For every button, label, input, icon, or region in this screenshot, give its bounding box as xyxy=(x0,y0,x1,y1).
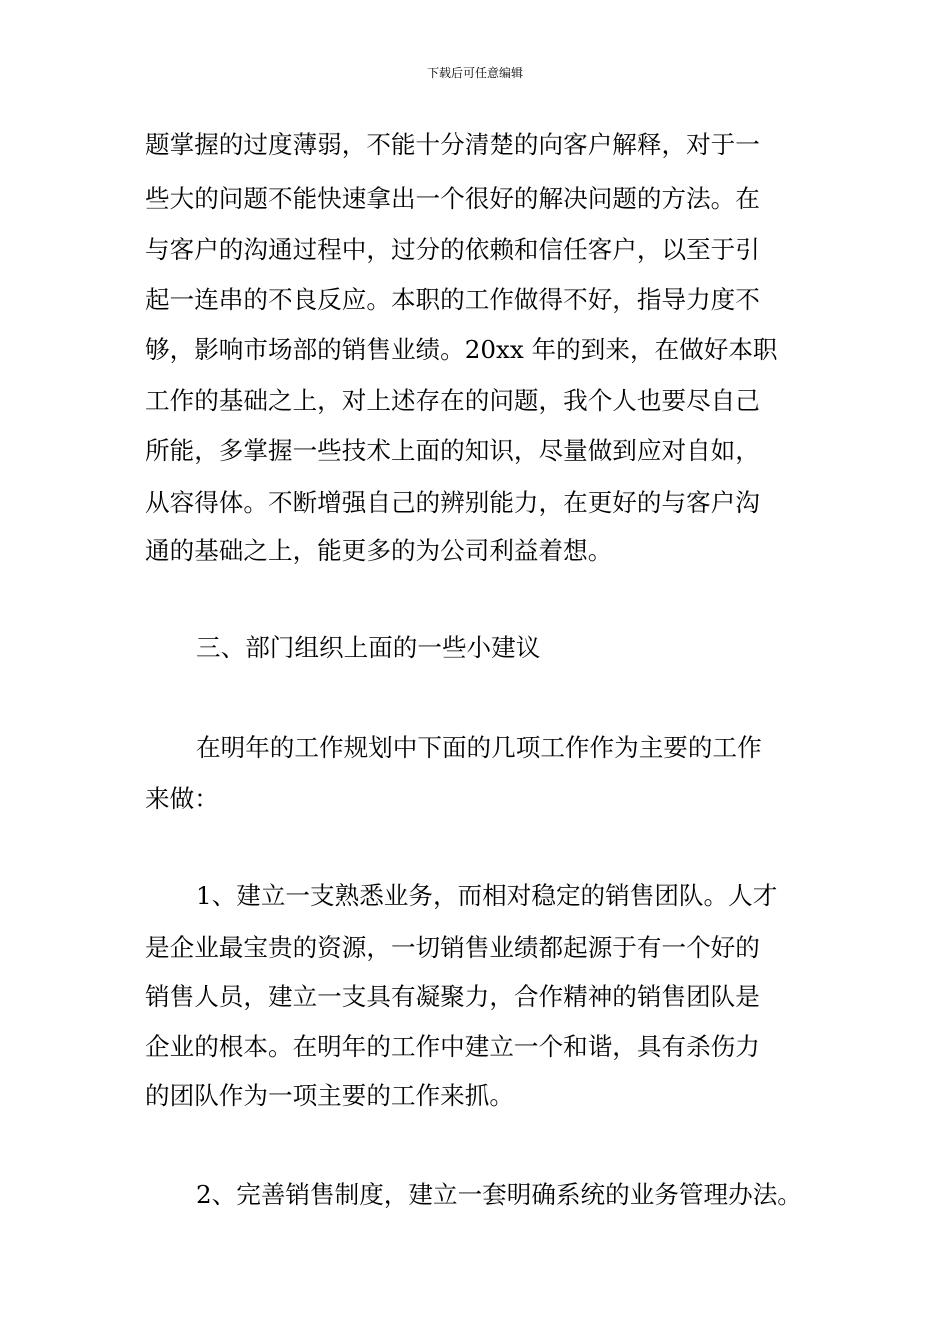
body-line: 所能，多掌握一些技术上面的知识，尽量做到应对自如， xyxy=(145,436,760,465)
body-line: 的团队作为一项主要的工作来抓。 xyxy=(145,1081,514,1110)
body-line: 销售人员，建立一支具有凝聚力，合作精神的销售团队是 xyxy=(145,982,760,1011)
body-line: 企业的根本。在明年的工作中建立一个和谐，具有杀伤力 xyxy=(145,1032,760,1061)
body-line: 在明年的工作规划中下面的几项工作作为主要的工作 xyxy=(196,733,762,762)
body-line: 工作的基础之上，对上述存在的问题，我个人也要尽自己 xyxy=(145,386,760,415)
body-line: 与客户的沟通过程中，过分的依赖和信任客户，以至于引 xyxy=(145,235,760,264)
list-item-line: 1、建立一支熟悉业务，而相对稳定的销售团队。人才 xyxy=(196,881,778,910)
page-header-note: 下载后可任意编辑 xyxy=(426,66,523,80)
list-item-line: 2、完善销售制度，建立一套明确系统的业务管理办法。 xyxy=(196,1180,802,1209)
section-heading: 三、部门组织上面的一些小建议 xyxy=(196,633,541,662)
body-line: 起一连串的不良反应。本职的工作做得不好，指导力度不 xyxy=(145,285,760,314)
body-line: 题掌握的过度薄弱，不能十分清楚的向客户解释，对于一 xyxy=(145,130,760,159)
body-line: 来做： xyxy=(145,784,219,813)
body-line: 是企业最宝贵的资源，一切销售业绩都起源于有一个好的 xyxy=(145,933,760,962)
body-line: 些大的问题不能快速拿出一个很好的解决问题的方法。在 xyxy=(145,184,760,213)
body-line: 从容得体。不断增强自己的辨别能力，在更好的与客户沟 xyxy=(145,488,760,517)
body-line: 通的基础之上，能更多的为公司利益着想。 xyxy=(145,536,613,565)
body-line: 够，影响市场部的销售业绩。20xx 年的到来，在做好本职 xyxy=(145,335,778,364)
